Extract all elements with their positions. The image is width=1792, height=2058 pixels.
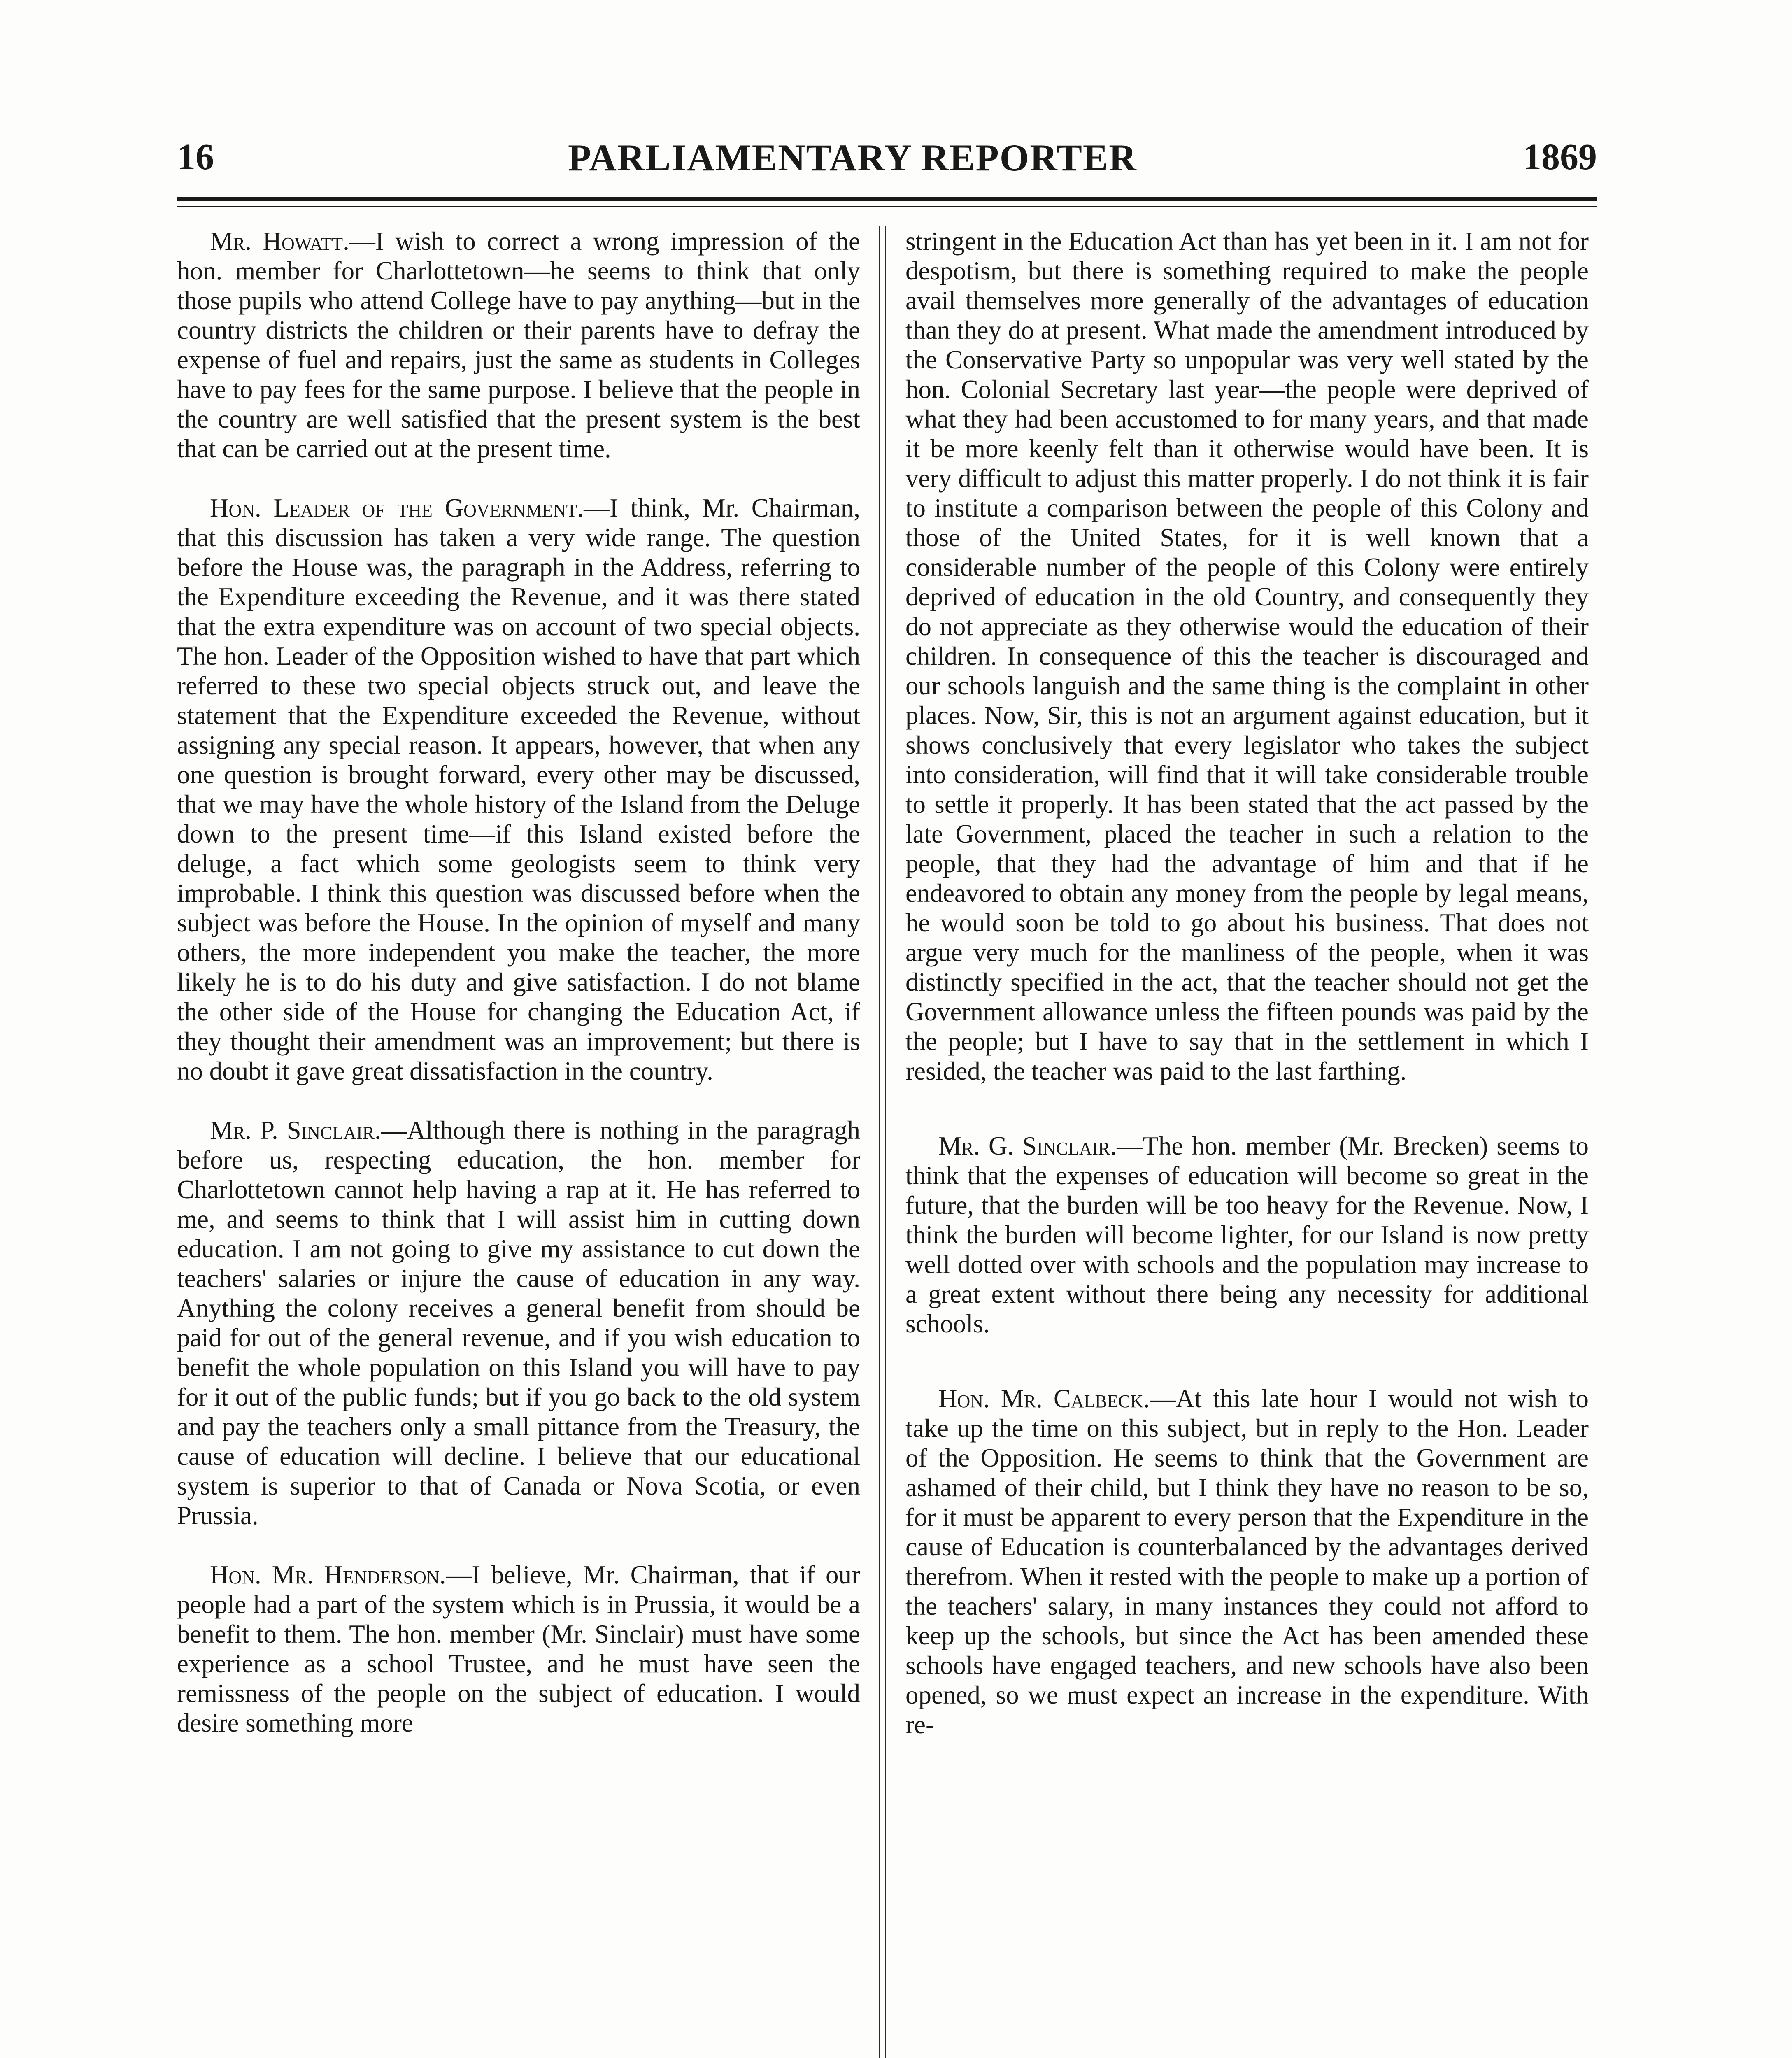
speech-calbeck xyxy=(905,1384,1589,1739)
speech-text: —At this late hour I would not wish to take up the time on this subject, but in reply to the Hon. Leader of the Opposition. He seems to think that the Government are ashamed of their child, but I think they have no reason to be so, for it must be apparent to every person that the Expenditure in the cause of Education is counterbalanced by the advantages derived therefrom. When it rested with the people to make up a portion of the teachers' salary, in many instances they could not afford to keep up the schools, but since the Act has been amended these schools have engaged teachers, and new schools have also been opened, so we must expect an increase in the expenditure. With re- xyxy=(905,1384,1589,1739)
speech-p-sinclair xyxy=(177,1115,860,1530)
speech-text: stringent in the Education Act than has yet been in it. I am not for despotism, but there is something required to make the people avail themselves more generally of the advantages of education than they do at present. What made the amendment introduced by the Conservative Party so unpopular was very well stated by the hon. Colonial Secretary last year—the people were deprived of what they had been accustomed to for many years, and that made it be more keenly felt than it otherwise would have been. It is very difficult to adjust this matter properly. I do not think it is fair to institute a comparison between the people of this Colony and those of the United States, for it is well known that a considerable number of the people of this Colony were entirely deprived of education in the old Country, and consequently they do not appreciate as they otherwise would the education of their children. In consequence of this the teacher is discouraged and our schools languish and the same thing is the complaint in other places. Now, Sir, this is not an argument against education, but it shows conclusively that every legislator who takes the subject into consideration, will find that it will take considerable trouble to settle it properly. It has been stated that the act passed by the late Government, placed the teacher in such a relation to the people, that they had the advantage of him and that if he endeavored to obtain any money from the people by legal means, he would soon be told to go about his business. That does not argue very much for the manliness of the people, when it was distinctly specified in the act, that the teacher should not get the Government allowance unless the fifteen pounds was paid by the the people; but I have to say that in the settlement in which I resided, the teacher was paid to the last farthing. xyxy=(905,227,1589,1085)
speech-text: —Although there is nothing in the paragragh before us, respecting education, the hon. member for Charlottetown cannot help having a rap at it. He has referred to me, and seems to think that I will assist him in cutting down education. I am not going to give my assistance to cut down the teachers' salaries or injure the cause of education in any way. Anything the colony receives a general benefit from should be paid for out of the general revenue, and if you wish education to benefit the whole population on this Island you will have to pay for it out of the public funds; but if you go back to the old system and pay the teachers only a small pittance from the Treasury, the cause of education will decline. I believe that our educational system is superior to that of Canada or Nova Scotia, or even Prussia. xyxy=(177,1116,860,1530)
speech-text: —The hon. member (Mr. Brecken) seems to think that the expenses of education will become so great in the future, that the burden will be too heavy for the Revenue. Now, I think the burden will become lighter, for our Island is now pretty well dotted over with schools and the population may increase to a great extent without there being any necessity for additional schools. xyxy=(905,1131,1589,1338)
column-divider-secondary xyxy=(885,226,886,2058)
page-header xyxy=(177,136,1597,185)
speech-text: —I wish to correct a wrong impression of the hon. member for Charlottetown—he seems to think that only those pupils who attend College have to pay anything—but in the country districts the children or their parents have to defray the expense of fuel and repairs, just the same as students in Colleges have to pay fees for the same purpose. I believe that the people in the country are well satisfied that the present system is the best that can be carried out at the present time. xyxy=(177,227,860,463)
header-rule-thin xyxy=(177,206,1597,207)
speech-howatt xyxy=(177,226,860,463)
speech-leader-of-government xyxy=(177,493,860,1086)
right-column xyxy=(905,226,1589,1769)
speaker-name: Hon. Mr. Calbeck. xyxy=(938,1384,1150,1413)
publication-year: 1869 xyxy=(1523,137,1597,177)
speaker-name: Hon. Mr. Henderson. xyxy=(210,1560,446,1589)
speech-henderson xyxy=(177,1560,860,1738)
speaker-name: Hon. Leader of the Government. xyxy=(210,494,584,522)
journal-title: PARLIAMENTARY REPORTER xyxy=(568,137,1137,179)
left-column xyxy=(177,226,860,1767)
speaker-name: Mr. P. Sinclair. xyxy=(210,1116,381,1145)
speaker-name: Mr. G. Sinclair. xyxy=(938,1131,1117,1160)
speech-text: —I think, Mr. Chairman, that this discussion has taken a very wide range. The question before the House was, the paragraph in the Address, referring to the Expenditure exceeding the Revenue, and it was there stated that the extra expenditure was on account of two special objects. The hon. Leader of the Opposition wished to have that part which referred to these two special objects struck out, and leave the statement that the Expenditure exceeded the Revenue, without assigning any special reason. It appears, however, that when any one question is brought forward, every other may be discussed, that we may have the whole history of the Island from the Deluge down to the present time—if this Island existed before the deluge, a fact which some geologists seem to think very improbable. I think this question was discussed before when the subject was before the House. In the opinion of myself and many others, the more independent you make the teacher, the more likely he is to do his duty and give satisfaction. I do not blame the other side of the House for changing the Education Act, if they thought their amendment was an improvement; but there is no doubt it gave great dissatisfaction in the country. xyxy=(177,494,860,1085)
header-rule-thick xyxy=(177,197,1597,201)
speech-text: —I believe, Mr. Chairman, that if our people had a part of the system which is in Prussia, it would be a benefit to them. The hon. member (Mr. Sinclair) must have some experience as a school Trustee, and he must have seen the remissness of the people on the subject of education. I would desire something more xyxy=(177,1560,860,1737)
speech-henderson-continued xyxy=(905,226,1589,1086)
speech-g-sinclair xyxy=(905,1131,1589,1339)
column-divider xyxy=(879,226,880,2058)
page-number: 16 xyxy=(177,137,214,177)
speaker-name: Mr. Howatt. xyxy=(210,227,349,256)
